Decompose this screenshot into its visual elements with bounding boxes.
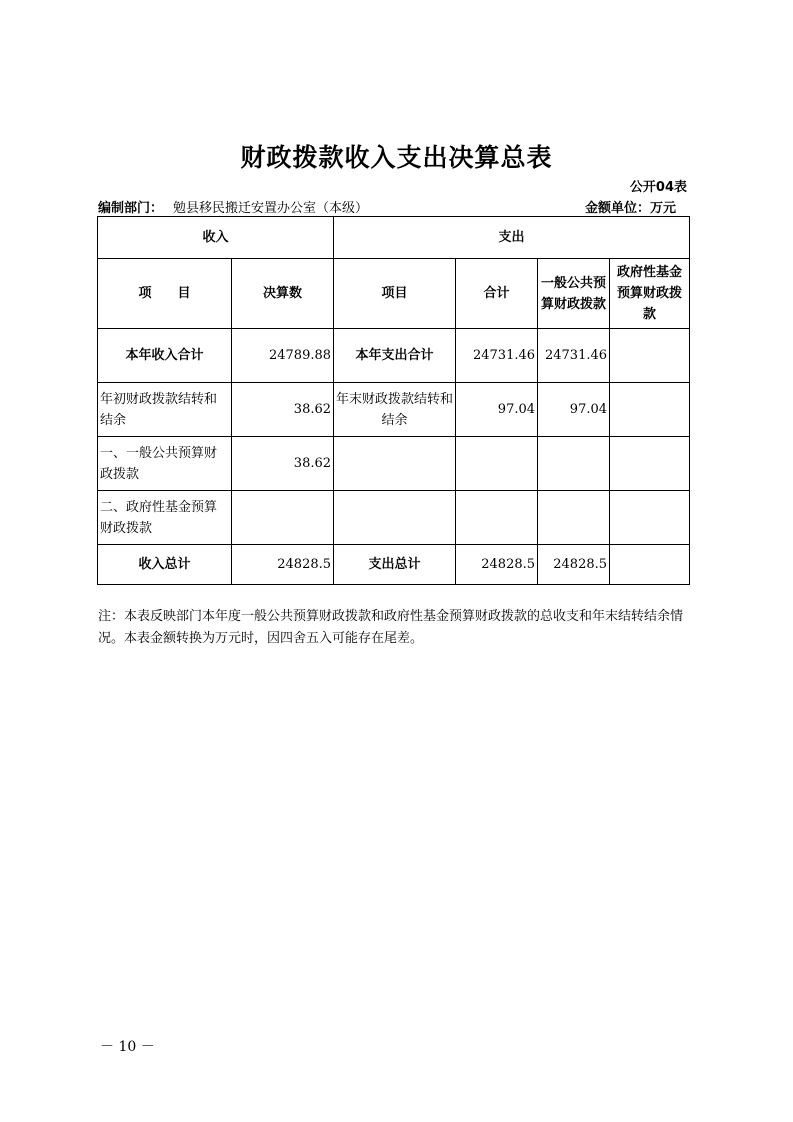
- col-final-header: 决算数: [232, 259, 334, 329]
- income-item: 本年收入合计: [98, 329, 232, 383]
- report-table: [97, 216, 690, 585]
- expense-general: [538, 437, 610, 491]
- expense-fund: [610, 491, 690, 545]
- expense-item: 支出总计: [334, 545, 456, 585]
- expense-header: 支出: [334, 217, 690, 259]
- table-row: [98, 383, 690, 437]
- table-row: [98, 545, 690, 585]
- expense-fund: [610, 383, 690, 437]
- footnote: 注：本表反映部门本年度一般公共预算财政拨款和政府性基金预算财政拨款的总收支和年末结转结余情况。本表金额转换为万元时，因四舍五入可能存在尾差。: [98, 609, 684, 646]
- income-value: [232, 491, 334, 545]
- col-item-header: 项 目: [98, 259, 232, 329]
- expense-fund: [610, 545, 690, 585]
- expense-general: 97.04: [538, 383, 610, 437]
- expense-general: [538, 491, 610, 545]
- income-value: 38.62: [232, 383, 334, 437]
- table-row: [98, 437, 690, 491]
- col-expense-item-header: 项目: [334, 259, 456, 329]
- expense-item: 本年支出合计: [334, 329, 456, 383]
- expense-total: [456, 437, 538, 491]
- table-column-header-row: [98, 259, 690, 329]
- expense-item: 年末财政拨款结转和结余: [334, 383, 456, 437]
- income-item: 一、一般公共预算财政拨款: [98, 437, 232, 491]
- page-title: 财政拨款收入支出决算总表: [240, 143, 553, 172]
- table-row: [98, 329, 690, 383]
- expense-item: [334, 437, 456, 491]
- department-value: 勉县移民搬迁安置办公室（本级）: [173, 201, 369, 216]
- income-item: 收入总计: [98, 545, 232, 585]
- expense-total: 97.04: [456, 383, 538, 437]
- income-value: 24828.5: [232, 545, 334, 585]
- meta-row: [98, 197, 676, 216]
- department-label: 编制部门：: [98, 201, 164, 216]
- col-general-header: 一般公共预算财政拨款: [538, 259, 610, 329]
- col-fund-header: 政府性基金预算财政拨款: [610, 259, 690, 329]
- unit-label: 金额单位：万元: [584, 201, 676, 216]
- income-value: 38.62: [232, 437, 334, 491]
- expense-item: [334, 491, 456, 545]
- page-number: － 10 －: [100, 1039, 155, 1055]
- expense-total: [456, 491, 538, 545]
- expense-total: 24731.46: [456, 329, 538, 383]
- income-item: 年初财政拨款结转和结余: [98, 383, 232, 437]
- expense-general: 24828.5: [538, 545, 610, 585]
- table-row: [98, 491, 690, 545]
- income-header: 收入: [98, 217, 334, 259]
- income-value: 24789.88: [232, 329, 334, 383]
- form-code: 公开04表: [629, 180, 687, 195]
- expense-general: 24731.46: [538, 329, 610, 383]
- expense-fund: [610, 329, 690, 383]
- expense-fund: [610, 437, 690, 491]
- table-group-header-row: [98, 217, 690, 259]
- col-total-header: 合计: [456, 259, 538, 329]
- expense-total: 24828.5: [456, 545, 538, 585]
- income-item: 二、政府性基金预算财政拨款: [98, 491, 232, 545]
